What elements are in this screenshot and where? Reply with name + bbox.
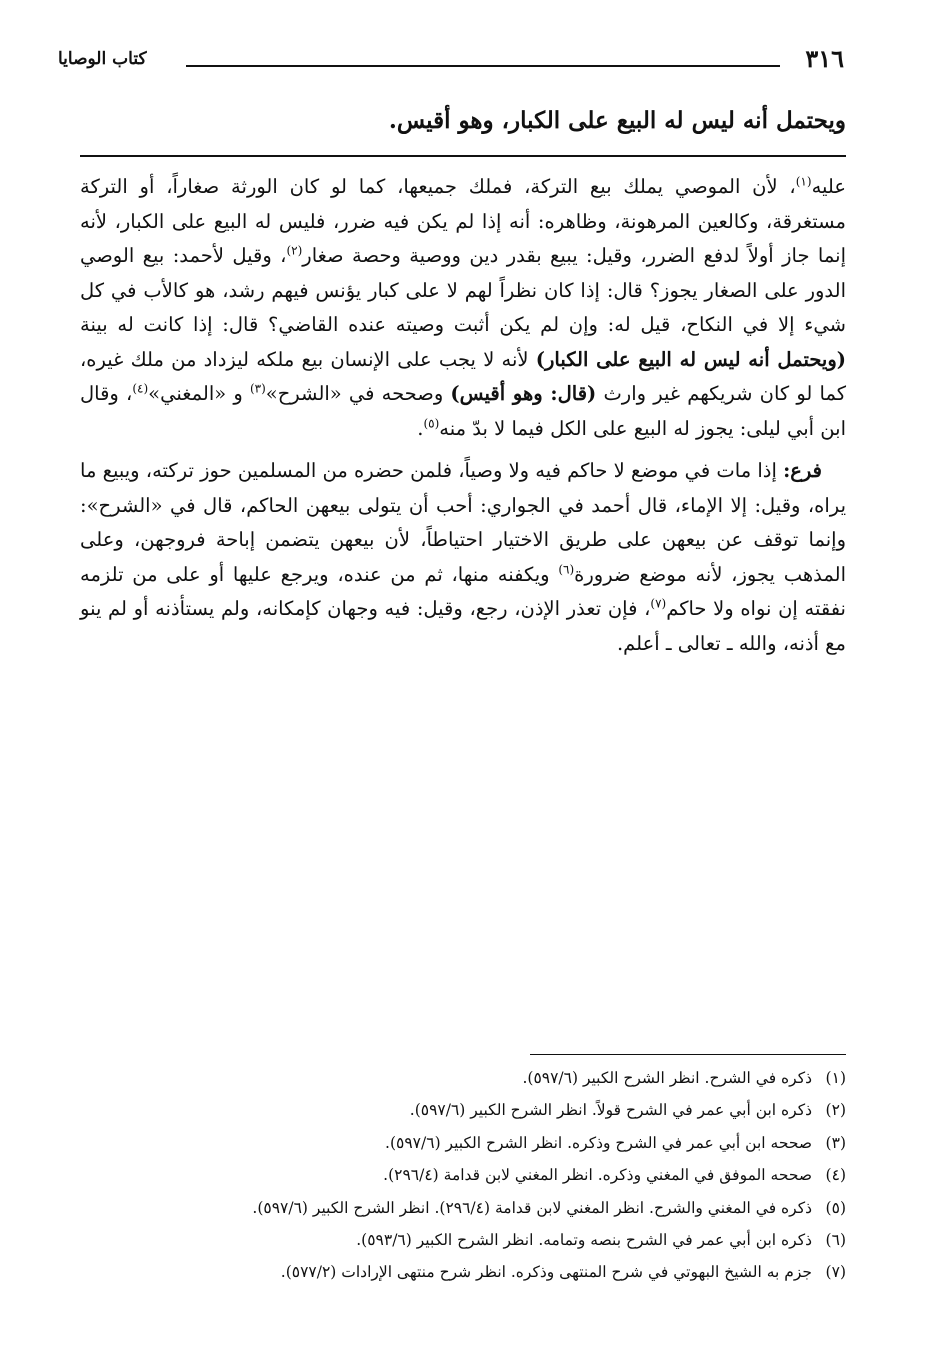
commentary-text: و «المغني» — [148, 382, 243, 405]
commentary-text: إذا مات في موضع لا حاكم فيه ولا وصياً، فلمن حضره من المسلمين حوز تركته، ويبيع ما يراه، وقيل: إلا الإماء، قال أحمد في الجواري: أحب أن يتولى بيعهن الحاكم، قال في «الشرح»: وإنما توقف عن بيعهن على طريق الاختيار احتياطاً، لأن بيعهن يتضمن إباحة فروجهن، وعلى المذهب يجوز، لأنه موضع ضرورة — [80, 459, 847, 586]
footnote-rule — [530, 1054, 846, 1055]
footnote-ref-7[interactable]: (٧) — [650, 596, 667, 611]
footnote-ref-6[interactable]: (٦) — [558, 562, 575, 576]
footnote-number: (٤) — [825, 1166, 846, 1185]
branch-label: فرع: — [783, 459, 823, 482]
footnote-6 — [80, 1224, 846, 1256]
footnotes — [80, 1062, 846, 1289]
commentary-paragraph-1 — [80, 170, 846, 446]
commentary-text: ، وقال ابن أبي ليلى: يجوز له البيع على الكل فيما لا بدّ منه — [80, 382, 846, 440]
commentary — [80, 170, 846, 661]
footnote-number: (٧) — [825, 1263, 846, 1282]
footnote-2 — [80, 1094, 846, 1126]
commentary-text: ، وقيل لأحمد: بيع الوصي الدور على الصغار يجوز؟ قال: إذا كان نظراً لهم لا على كبار يؤنس فيهم رشد، هو كالأب في كل شيء إلا في النكاح، قيل له: وإن لم يكن أثبت وصيته عنده القاضي؟ قال: إذا كانت له بينة — [80, 244, 846, 336]
page-header — [58, 44, 844, 74]
footnote-ref-2[interactable]: (٢) — [286, 243, 303, 258]
footnote-7 — [80, 1256, 846, 1288]
footnote-1 — [80, 1062, 846, 1094]
footnote-ref-1[interactable]: (١) — [795, 174, 812, 189]
footnote-number: (٦) — [825, 1231, 846, 1250]
footnote-text: جزم به الشيخ البهوتي في شرح المنتهى وذكره. انظر شرح منتهى الإرادات (٥٧٧/٢). — [280, 1263, 812, 1282]
commentary-text: لأنه لا يجب على الإنسان بيع ملكه ليزداد من ملك غيره، كما لو كان شريكهم غير وارث — [80, 347, 847, 405]
footnote-5 — [80, 1192, 846, 1224]
header-rule — [186, 65, 780, 67]
footnote-text: ذكره ابن أبي عمر في الشرح بنصه وتمامه. انظر الشرح الكبير (٥٩٣/٦). — [356, 1231, 812, 1250]
commentary-text: ، لأن الموصي يملك بيع التركة، فملك جميعها، كما لو كان الورثة صغاراً، أو التركة مستغرقة، وكالعين المرهونة، وظاهره: أنه إذا لم يكن فيه ضرر، فليس له البيع على الكبار، لأنه إنما جاز أولاً لدفع الضرر، وقيل: يبيع بقدر دين ووصية وحصة صغار — [80, 175, 846, 267]
matn-text: ويحتمل أنه ليس له البيع على الكبار، وهو أقيس. — [388, 107, 846, 134]
footnote-text: ذكره في المغني والشرح. انظر المغني لابن قدامة (٢٩٦/٤). انظر الشرح الكبير (٥٩٧/٦). — [252, 1198, 812, 1217]
commentary-text: وصححه في «الشرح» — [265, 382, 444, 405]
matn-quote-qal: (قال: وهو أقيس) — [450, 382, 597, 405]
matn-quote: (ويحتمل أنه ليس له البيع على الكبار) — [535, 347, 846, 371]
footnote-text: صححه الموفق في المغني وذكره. انظر المغني لابن قدامة (٢٩٦/٤). — [383, 1166, 812, 1185]
footnote-number: (٢) — [825, 1101, 846, 1120]
footnote-number: (١) — [825, 1069, 846, 1087]
footnote-number: (٣) — [825, 1133, 846, 1152]
footnote-3 — [80, 1127, 846, 1159]
commentary-paragraph-2 — [80, 454, 846, 661]
footnote-ref-4[interactable]: (٤) — [132, 381, 149, 396]
footnote-text: ذكره ابن أبي عمر في الشرح قولاً. انظر الشرح الكبير (٥٩٧/٦). — [409, 1101, 812, 1120]
footnote-number: (٥) — [825, 1198, 846, 1217]
footnote-text: صححه ابن أبي عمر في الشرح وذكره. انظر الشرح الكبير (٥٩٧/٦). — [385, 1133, 812, 1152]
footnote-4 — [80, 1159, 846, 1191]
matn-separator — [80, 155, 846, 157]
footnote-text: ذكره في الشرح. انظر الشرح الكبير (٥٩٧/٦). — [522, 1069, 812, 1087]
commentary-text: ، فإن تعذر الإذن، رجع، وقيل: فيه وجهان كإمكانه، ولم يستأذنه أو لم ينو مع أذنه، والله ـ تعالى ـ أعلم. — [80, 597, 846, 655]
footnote-ref-3[interactable]: (٣) — [249, 381, 266, 396]
commentary-text: . — [417, 416, 424, 440]
commentary-text: عليه — [811, 175, 846, 198]
page-number: ٣١٦ — [805, 44, 844, 73]
footnote-ref-5[interactable]: (٥) — [423, 416, 440, 430]
book-title: كتاب الوصايا — [58, 49, 147, 69]
commentary-text: ويكفنه منها، ثم من عنده، ويرجع عليها أو على من تلزمه نفقته إن نواه ولا حاكم — [80, 562, 846, 620]
